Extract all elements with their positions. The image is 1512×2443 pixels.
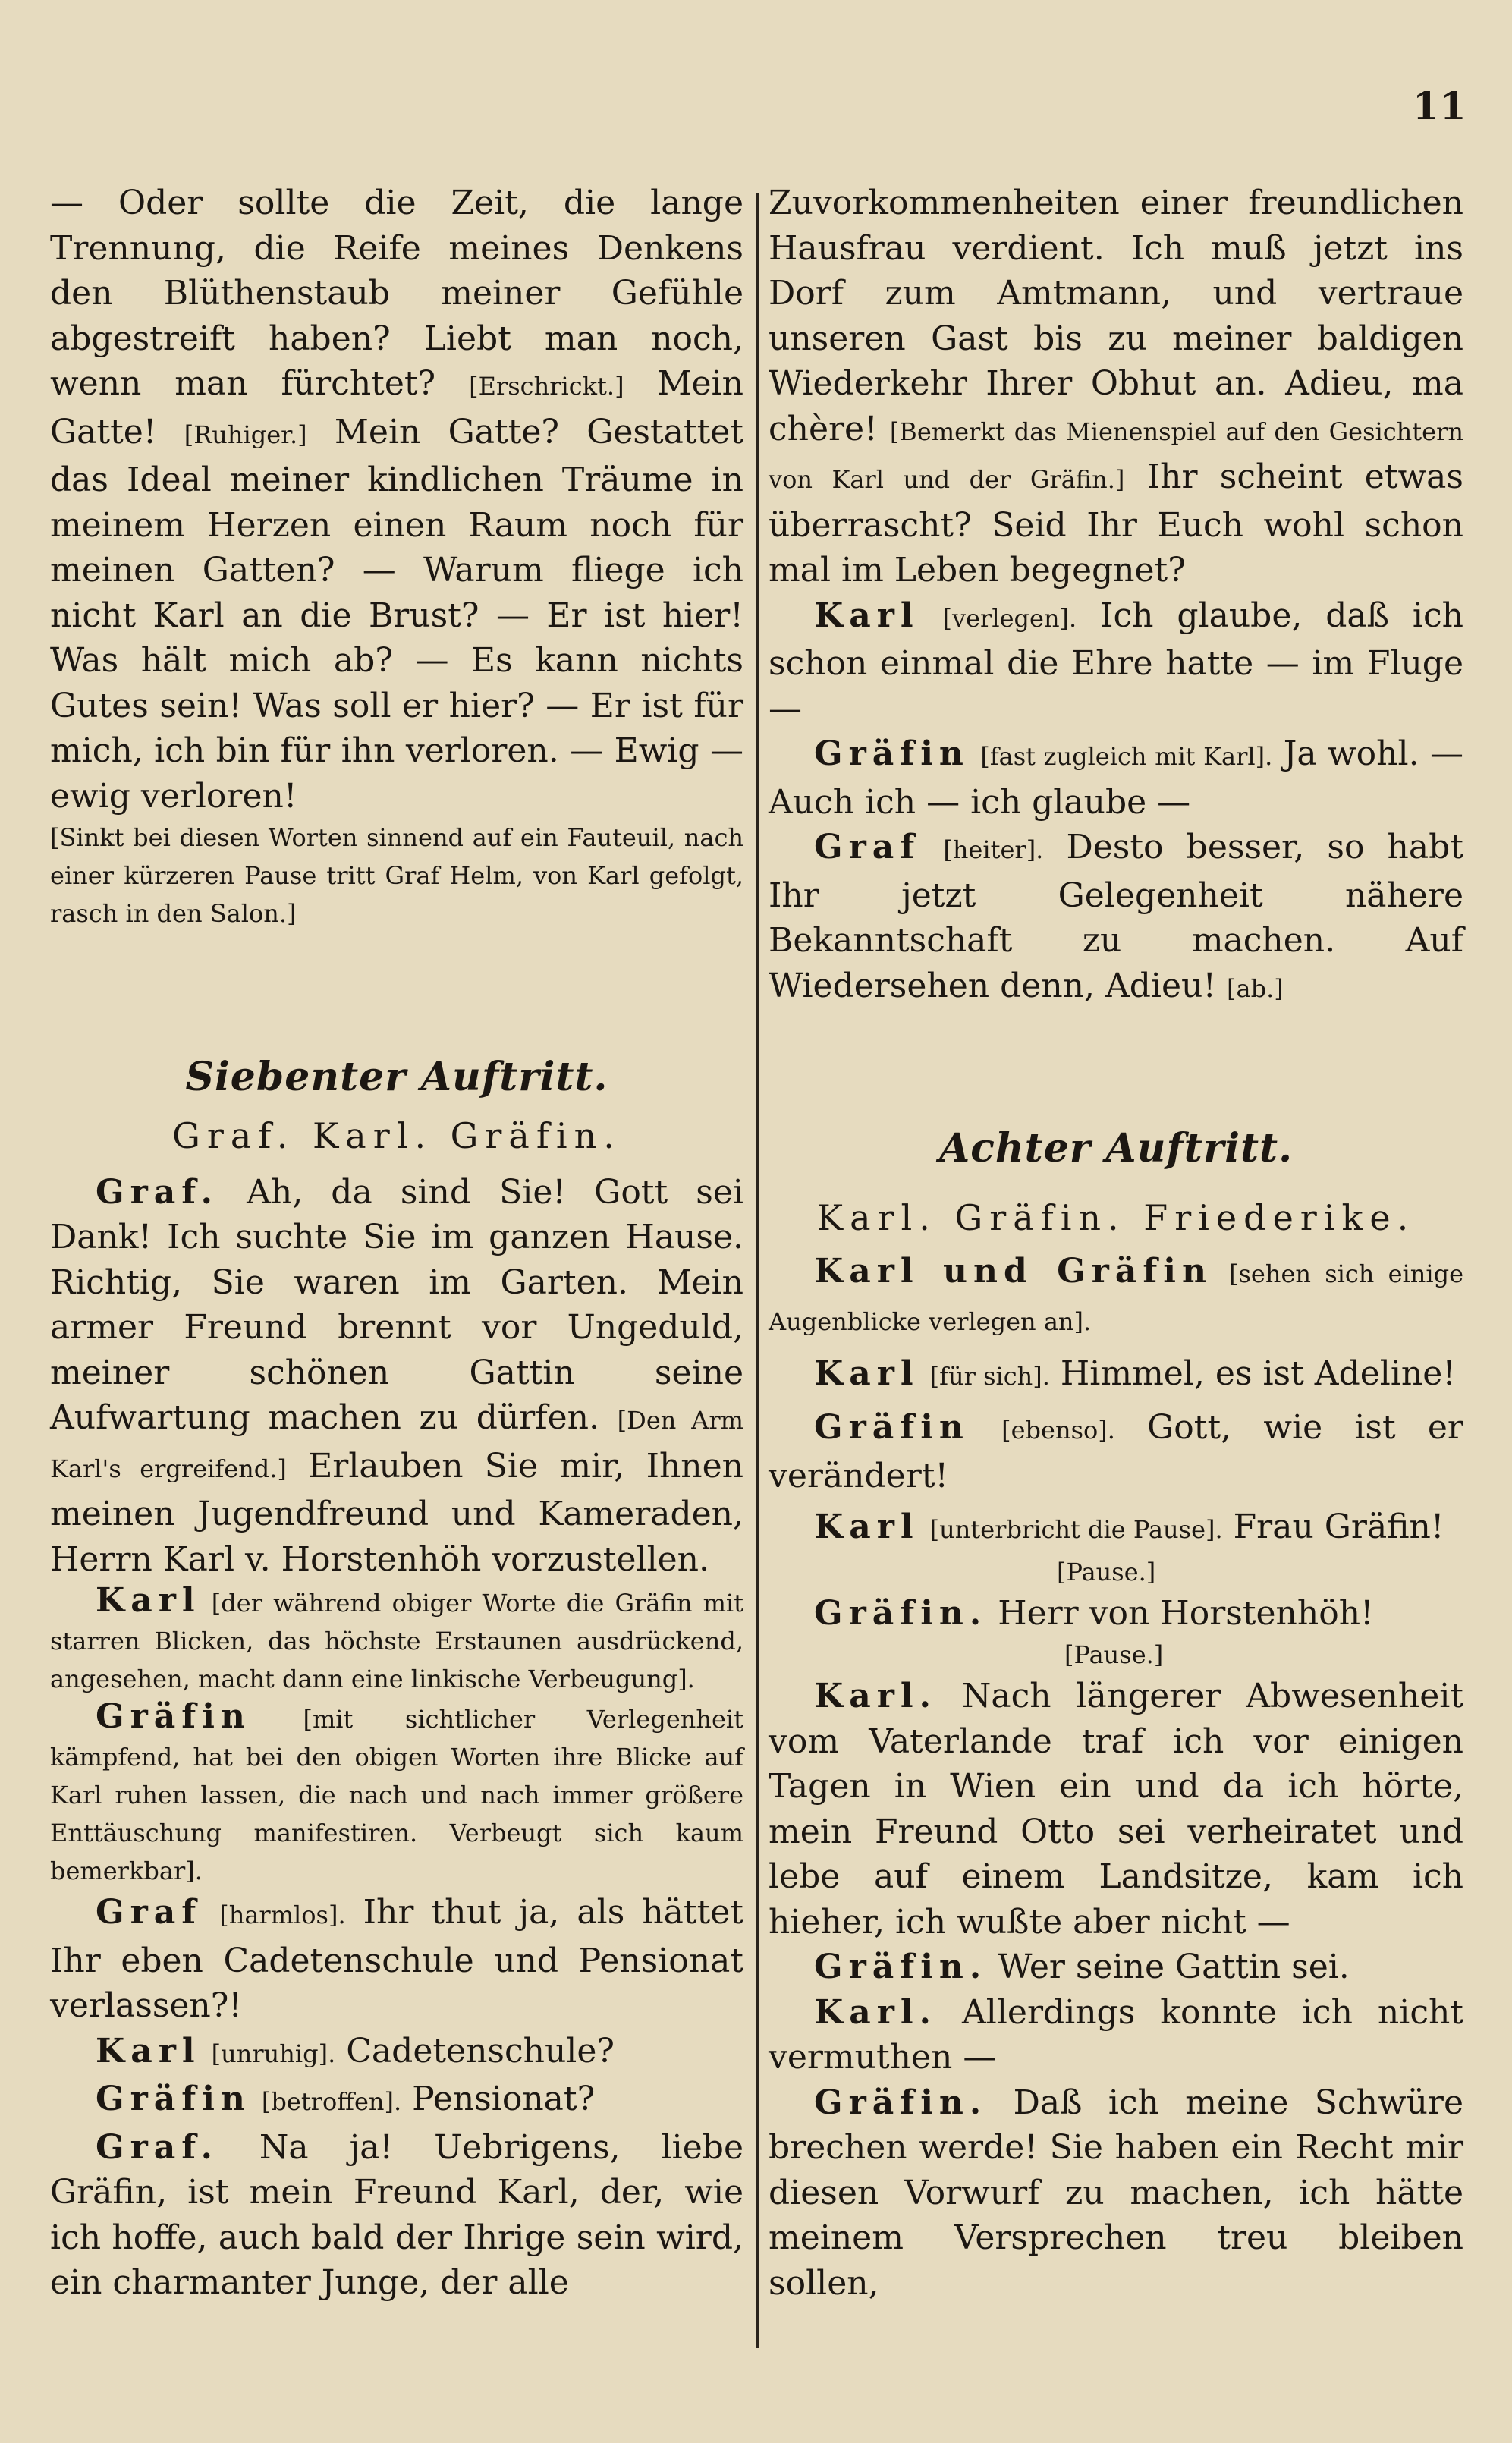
speech-graefin: Gräfin [mit sichtlicher Verlegenheit kämpfend, hat bei den obigen Worten ihre Blicke auf Karl ruhen lassen, die nach und nach immer größere Enttäuschung manifestiren. Verbeugt sich kaum bemerkbar]. [50,1697,743,1885]
speech-graefin: Gräfin. Wer seine Gattin sei. [814,1948,1350,1986]
speech-graf-continued: Zuvorkommenheiten einer freundlichen Hausfrau verdient. Ich muß jetzt ins Dorf zum Amtmann, und vertraue unseren Gast bis zu meiner baldigen Wiederkehr Ihrer Obhut an. Adieu, ma chère! [Bemerkt das Mienenspiel auf den Gesichtern von Karl und der Gräfin.] Ihr scheint etwas überrascht? Seid Ihr Euch wohl schon mal im Leben begegnet? [769,184,1463,590]
speech-graf: Graf [harmlos]. Ihr thut ja, als hättet Ihr eben Cadetenschule und Pensionat verlassen?! [50,1893,743,2025]
column-divider [756,193,759,2348]
left-column [50,181,743,2306]
speech-karl: Karl. Nach längerer Abwesenheit vom Vaterlande traf ich vor einigen Tagen in Wien ein und da ich hörte, mein Freund Otto sei verheiratet und lebe auf einem Landsitze, kam ich hieher, ich wußte aber nicht — [769,1677,1463,1942]
monologue-paragraph: — Oder sollte die Zeit, die lange Trennung, die Reife meines Denkens den Blüthenstaub meiner Gefühle abgestreift haben? Liebt man noch, wenn man fürchtet? [Erschrickt.] Mein Gatte! [Ruhiger.] Mein Gatte? Gestattet das Ideal meiner kindlichen Träume in meinem Herzen einen Raum noch für meinen Gatten? — Warum fliege ich nicht Karl an die Brust? — Er ist hier! Was hält mich ab? — Es kann nichts Gutes sein! Was soll er hier? — Er ist für mich, ich bin für ihn verloren. — Ewig — ewig verloren! [50,184,743,816]
speech-karl: Karl [der während obiger Worte die Gräfin mit starren Blicken, das höchste Erstaunen ausdrückend, angesehen, macht dann eine linkische Verbeugung]. [50,1581,744,1693]
speech-graefin: Gräfin [fast zugleich mit Karl]. Ja wohl. — Auch ich — ich glaube — [769,734,1463,822]
speech-graefin: Gräfin [ebenso]. Gott, wie ist er verändert! [769,1408,1463,1495]
scene-title: Achter Auftritt. [938,1125,1294,1171]
speech-graf: Graf [heiter]. Desto besser, so habt Ihr jetzt Gelegenheit nähere Bekanntschaft zu machen. Auf Wiedersehen denn, Adieu! [ab.] [769,828,1463,1005]
page-number: 11 [1413,83,1467,128]
speech-karl: Karl [unruhig]. Cadetenschule? [96,2031,615,2070]
speech-graefin: Gräfin. Herr von Horstenhöh! [814,1593,1374,1633]
scene-personae: Graf. Karl. Gräfin. [172,1115,621,1156]
stage-direction-pause: [Pause.] [1064,1640,1164,1669]
speech-karl: Karl. Allerdings konnte ich nicht vermuthen — [769,1992,1463,2077]
speech-karl-and-graefin: Karl und Gräfin [sehen sich einige Augenblicke verlegen an]. [769,1251,1464,1336]
speech-karl: Karl [verlegen]. Ich glaube, daß ich schon einmal die Ehre hatte — im Fluge — [769,596,1463,728]
speech-karl: Karl [für sich]. Himmel, es ist Adeline! [814,1354,1456,1393]
speech-graf: Graf. Ah, da sind Sie! Gott sei Dank! Ich suchte Sie im ganzen Hause. Richtig, Sie waren im Garten. Mein armer Freund brennt vor Ungeduld, meiner schönen Gattin seine Aufwartung machen zu dürfen. [Den Arm Karl's ergreifend.] Erlauben Sie mir, Ihnen meinen Jugendfreund und Kameraden, Herrn Karl v. Horstenhöh vorzustellen. [50,1172,743,1579]
scene-title: Siebenter Auftritt. [185,1054,608,1100]
right-column [769,181,1463,2306]
speech-graefin: Gräfin. Daß ich meine Schwüre brechen werde! Sie haben ein Recht mir diesen Vorwurf zu machen, ich hätte meinem Versprechen treu bleiben sollen, [769,2083,1463,2303]
speech-graefin: Gräfin [betroffen]. Pensionat? [96,2080,596,2118]
scene-personae: Karl. Gräfin. Friederike. [816,1197,1416,1238]
speech-graf: Graf. Na ja! Uebrigens, liebe Gräfin, ist mein Freund Karl, der, wie ich hoffe, auch bald der Ihrige sein wird, ein charmanter Junge, der alle [50,2127,743,2302]
stage-direction: [Sinkt bei diesen Worten sinnend auf ein Fauteuil, nach einer kürzeren Pause tritt Graf Helm, von Karl gefolgt, rasch in den Salon.] [50,823,743,928]
stage-direction-pause: [Pause.] [1057,1557,1156,1586]
speech-karl: Karl [unterbricht die Pause]. Frau Gräfin! [814,1508,1444,1546]
